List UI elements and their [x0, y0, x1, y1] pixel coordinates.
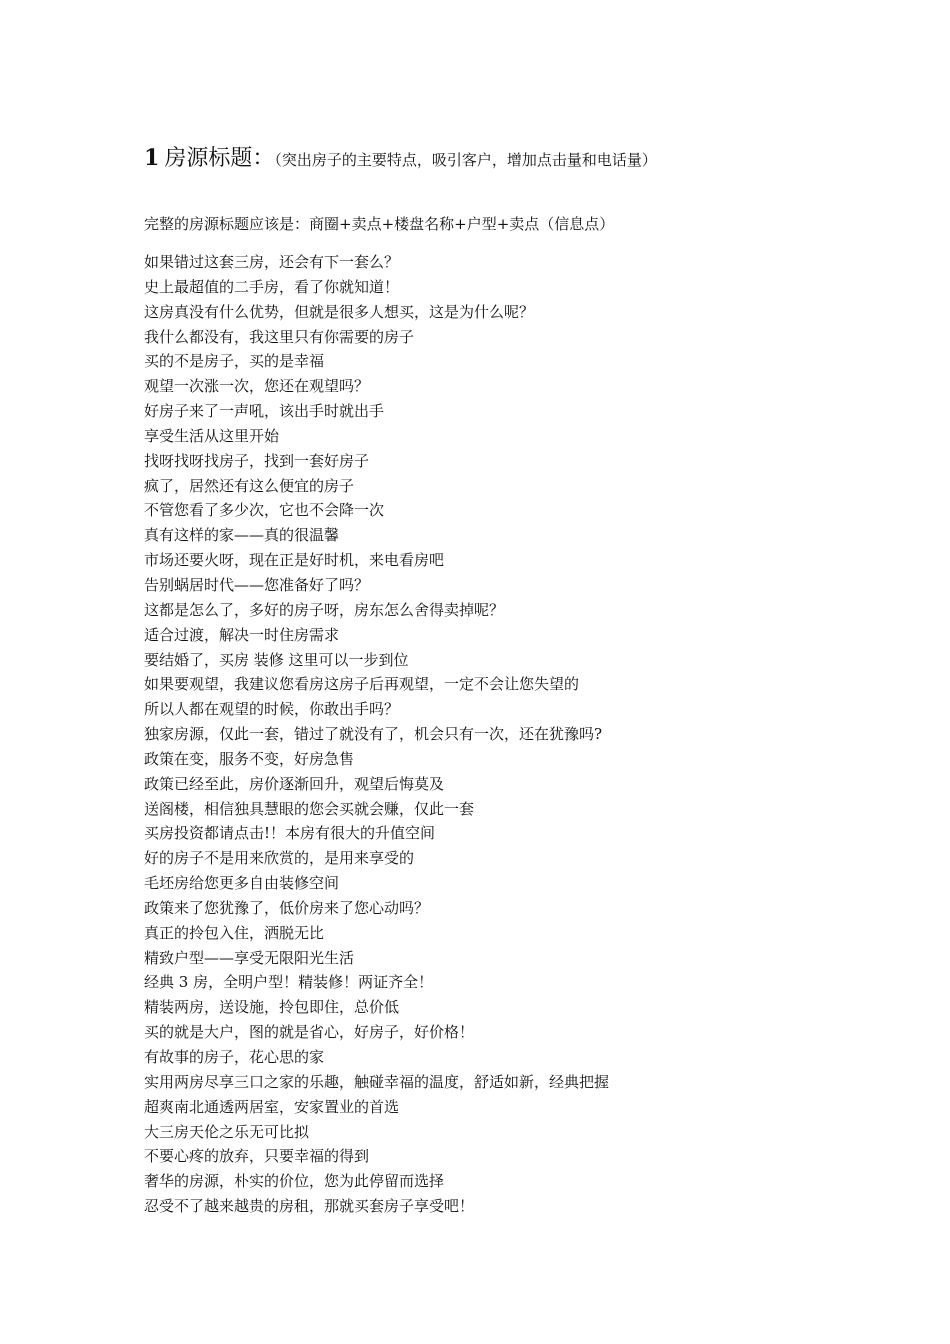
- title-formula: 完整的房源标题应该是：商圈+卖点+楼盘名称+户型+卖点（信息点）: [144, 215, 615, 233]
- list-item: 超爽南北通透两居室，安家置业的首选: [144, 1097, 400, 1116]
- list-item: 不管您看了多少次，它也不会降一次: [144, 501, 385, 520]
- list-item: 适合过渡，解决一时住房需求: [144, 625, 340, 644]
- list-item: 独家房源，仅此一套，错过了就没有了，机会只有一次，还在犹豫吗?: [144, 725, 603, 744]
- list-item: 实用两房尽享三口之家的乐趣，触碰幸福的温度，舒适如新，经典把握: [144, 1072, 610, 1091]
- list-item: 政策来了您犹豫了，低价房来了您心动吗？: [144, 898, 430, 917]
- section-note: （突出房子的主要特点，吸引客户，增加点击量和电话量）: [274, 151, 657, 169]
- list-item: 政策在变，服务不变，好房急售: [144, 749, 355, 768]
- section-title: 房源标题：: [164, 146, 275, 171]
- list-item: 找呀找呀找房子，找到一套好房子: [144, 451, 370, 470]
- list-item: 要结婚了，买房 装修 这里可以一步到位: [144, 650, 409, 669]
- list-item: 买房投资都请点击!！本房有很大的升值空间: [144, 824, 436, 843]
- list-item: 有故事的房子，花心思的家: [144, 1048, 325, 1066]
- list-item: 忍受不了越来越贵的房租，那就买套房子享受吧！: [144, 1197, 475, 1216]
- list-item: 买的不是房子，买的是幸福: [144, 352, 325, 371]
- list-item: 毛坯房给您更多自由装修空间: [144, 874, 340, 893]
- list-item: 送阁楼，相信独具慧眼的您会买就会赚，仅此一套: [144, 799, 475, 818]
- list-item: 好的房子不是用来欣赏的，是用来享受的: [144, 849, 415, 868]
- list-item: 好房子来了一声吼，该出手时就出手: [144, 402, 385, 421]
- list-item: 这都是怎么了，多好的房子呀，房东怎么舍得卖掉呢？: [144, 600, 505, 619]
- list-item: 奢华的房源，朴实的价位，您为此停留而选择: [144, 1172, 445, 1191]
- list-item: 如果要观望，我建议您看房这房子后再观望，一定不会让您失望的: [144, 675, 580, 694]
- list-item: 大三房天伦之乐无可比拟: [144, 1122, 310, 1141]
- example-title-list: [144, 250, 609, 1219]
- list-item: 精致户型——享受无限阳光生活: [144, 948, 355, 967]
- list-item: 疯了，居然还有这么便宜的房子: [144, 476, 355, 495]
- list-item: 如果错过这套三房，还会有下一套么？: [144, 253, 400, 271]
- list-item: 告别蜗居时代——您准备好了吗？: [144, 575, 370, 594]
- list-item: 真正的拎包入住，洒脱无比: [144, 923, 325, 942]
- list-item: 我什么都没有，我这里只有你需要的房子: [144, 327, 415, 346]
- list-item: 不要心疼的放弃，只要幸福的得到: [144, 1147, 370, 1166]
- list-item: 市场还要火呀，现在正是好时机，来电看房吧: [144, 551, 445, 570]
- list-item: 享受生活从这里开始: [144, 426, 280, 445]
- list-item: 所以人都在观望的时候，你敢出手吗？: [144, 700, 400, 719]
- list-item: 史上最超值的二手房，看了你就知道！: [144, 277, 400, 296]
- list-item: 政策已经至此，房价逐渐回升，观望后悔莫及: [144, 774, 445, 793]
- list-item: 精装两房，送设施，拎包即住，总价低: [144, 998, 400, 1017]
- list-item: 观望一次涨一次，您还在观望吗？: [144, 377, 370, 396]
- list-item: 经典 3 房，全明户型！精装修！两证齐全！: [144, 973, 434, 992]
- section-number: 1: [144, 145, 160, 171]
- list-item: 买的就是大户，图的就是省心，好房子，好价格！: [144, 1023, 475, 1042]
- list-item: 真有这样的家——真的很温馨: [144, 526, 340, 545]
- section-heading: [144, 141, 657, 172]
- list-item: 这房真没有什么优势，但就是很多人想买，这是为什么呢？: [144, 302, 535, 321]
